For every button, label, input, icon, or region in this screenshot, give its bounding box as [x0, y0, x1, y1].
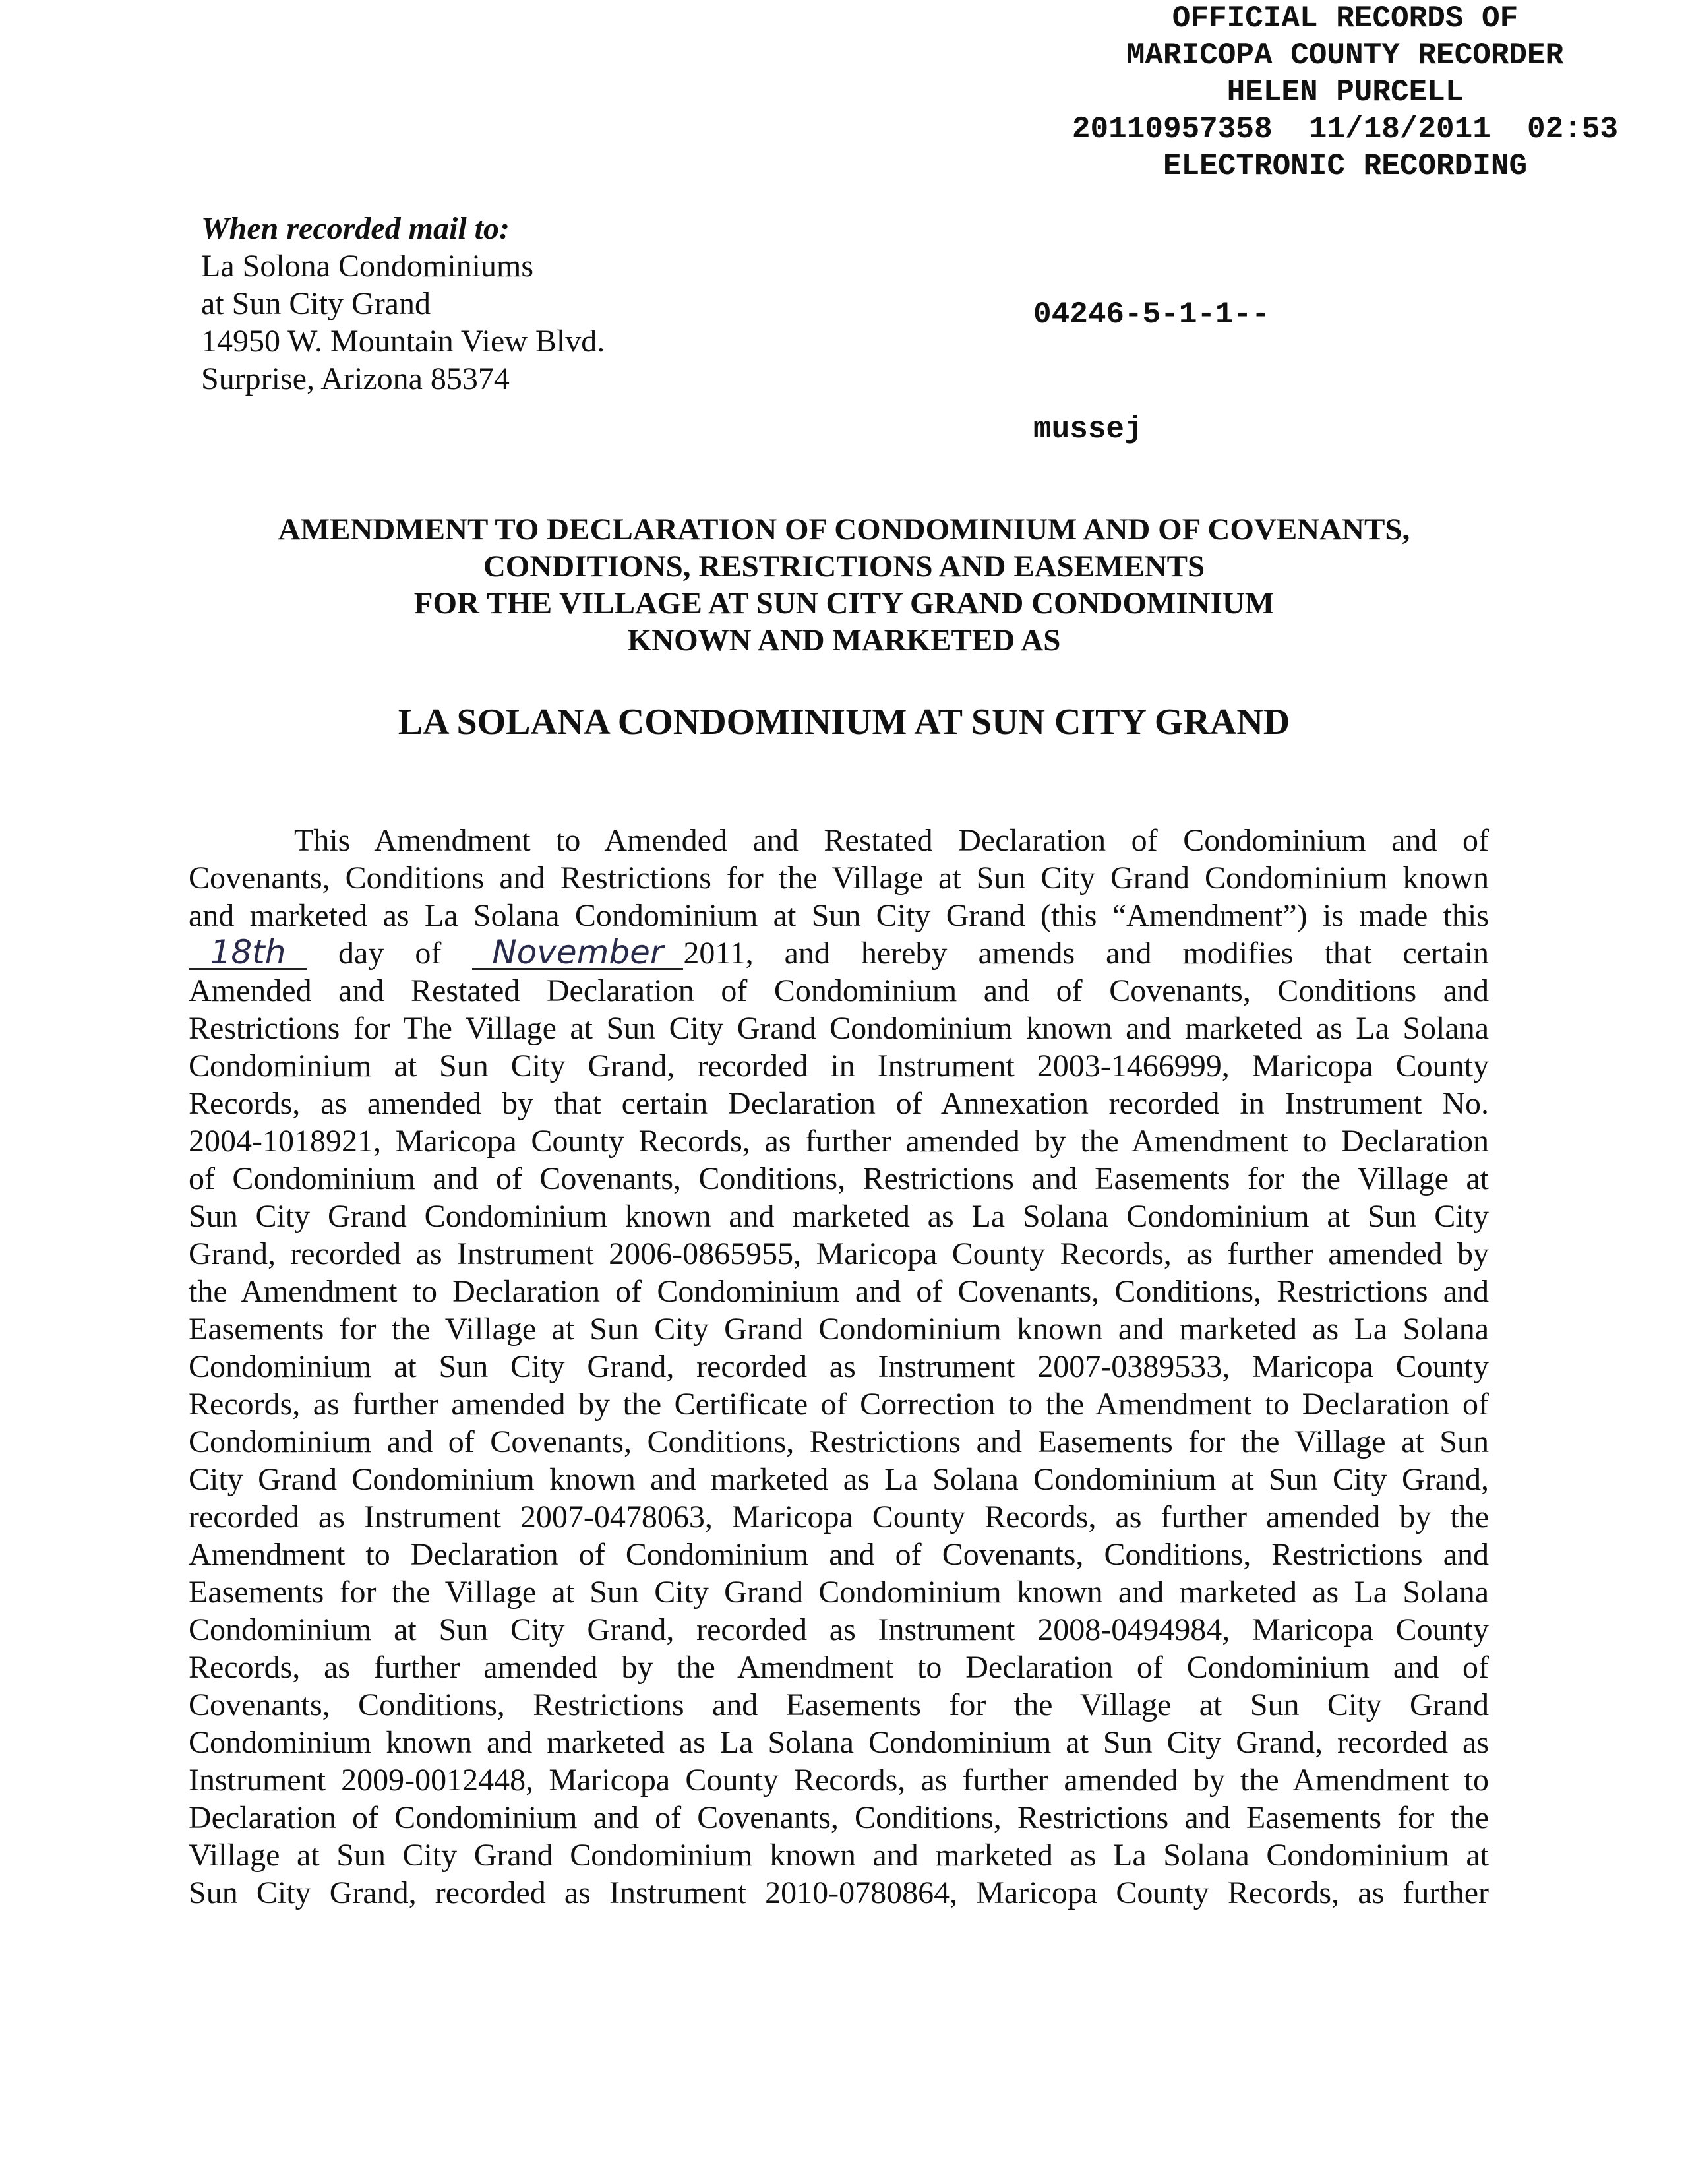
mail-to-line: at Sun City Grand	[201, 286, 431, 321]
body-line: Village at Sun City Grand Condominium known and marketed as La Solana Condominium at	[189, 1838, 1489, 1873]
mail-to-line: 14950 W. Mountain View Blvd.	[201, 324, 605, 359]
body-line: Records, as amended by that certain Declaration of Annexation recorded in Instrument No.	[189, 1086, 1489, 1121]
body-line: of Condominium and of Covenants, Conditions, Restrictions and Easements for the Village at	[189, 1161, 1489, 1196]
body-line: Condominium at Sun City Grand, recorded in Instrument 2003-1466999, Maricopa County	[189, 1048, 1489, 1083]
body-paragraph	[189, 822, 1489, 1912]
body-line: Declaration of Condominium and of Covenants, Conditions, Restrictions and Easements for the	[189, 1800, 1489, 1835]
date-line	[189, 934, 1489, 972]
body-line: This Amendment to Amended and Restated Declaration of Condominium and of	[294, 823, 1489, 858]
title-line: FOR THE VILLAGE AT SUN CITY GRAND CONDOMINIUM	[413, 586, 1275, 621]
body-line: the Amendment to Declaration of Condominium and of Covenants, Conditions, Restrictions and	[189, 1274, 1489, 1309]
recording-code-line: mussej	[1033, 412, 1143, 446]
body-line: Restrictions for The Village at Sun City Grand Condominium known and marketed as La Solana	[189, 1011, 1489, 1046]
body-line: Amended and Restated Declaration of Condominium and of Covenants, Conditions and	[189, 973, 1489, 1008]
body-line: Easements for the Village at Sun City Grand Condominium known and marketed as La Solana	[189, 1575, 1489, 1610]
title-line: CONDITIONS, RESTRICTIONS AND EASEMENTS	[483, 549, 1205, 584]
handwritten-month: November	[472, 936, 683, 970]
document-title	[106, 511, 1582, 659]
mail-to-block	[201, 210, 605, 398]
stamp-line: MARICOPA COUNTY RECORDER	[1126, 38, 1564, 73]
body-line: recorded as Instrument 2007-0478063, Maricopa County Records, as further amended by the	[189, 1500, 1489, 1534]
body-line: Instrument 2009-0012448, Maricopa County Records, as further amended by the Amendment to	[189, 1763, 1489, 1798]
body-line: Condominium known and marketed as La Solana Condominium at Sun City Grand, recorded as	[189, 1725, 1489, 1760]
body-line: Condominium and of Covenants, Conditions, Restrictions and Easements for the Village at Sun	[189, 1424, 1489, 1459]
recorder-stamp	[1029, 0, 1662, 185]
title-line: AMENDMENT TO DECLARATION OF CONDOMINIUM AND OF COVENANTS,	[278, 512, 1410, 547]
body-line: Condominium at Sun City Grand, recorded as Instrument 2007-0389533, Maricopa County	[189, 1349, 1489, 1384]
body-line: Grand, recorded as Instrument 2006-0865955, Maricopa County Records, as further amended by	[189, 1236, 1489, 1271]
body-line: Sun City Grand, recorded as Instrument 2010-0780864, Maricopa County Records, as further	[189, 1875, 1489, 1910]
stamp-line: 20110957358 11/18/2011 02:53	[1071, 112, 1619, 146]
body-line: Sun City Grand Condominium known and marketed as La Solana Condominium at Sun City	[189, 1199, 1489, 1234]
body-line: City Grand Condominium known and marketed as La Solana Condominium at Sun City Grand,	[189, 1462, 1489, 1497]
body-line: Records, as further amended by the Amendment to Declaration of Condominium and of	[189, 1650, 1489, 1685]
body-line: Condominium at Sun City Grand, recorded as Instrument 2008-0494984, Maricopa County	[189, 1612, 1489, 1647]
mail-to-line: La Solona Condominiums	[201, 249, 533, 284]
document-subtitle: LA SOLANA CONDOMINIUM AT SUN CITY GRAND	[398, 702, 1290, 743]
recording-code-line: 04246-5-1-1--	[1033, 297, 1270, 332]
date-rest: 2011, and hereby amends and modifies that certain	[683, 936, 1490, 971]
body-line: Amendment to Declaration of Condominium and of Covenants, Conditions, Restrictions and	[189, 1537, 1489, 1572]
recording-code	[1033, 219, 1270, 487]
stamp-line: OFFICIAL RECORDS OF	[1172, 1, 1519, 36]
body-line: Easements for the Village at Sun City Grand Condominium known and marketed as La Solana	[189, 1312, 1489, 1347]
body-line: Covenants, Conditions and Restrictions for the Village at Sun City Grand Condominium known	[189, 861, 1489, 895]
title-line: KNOWN AND MARKETED AS	[627, 623, 1061, 657]
handwritten-day: 18th	[189, 936, 307, 970]
body-lines-after	[189, 972, 1489, 1912]
body-line: 2004-1018921, Maricopa County Records, as further amended by the Amendment to Declaration	[189, 1124, 1489, 1159]
date-day-label: day of	[338, 936, 442, 971]
body-line: Records, as further amended by the Certificate of Correction to the Amendment to Declaration of	[189, 1387, 1489, 1422]
stamp-line: ELECTRONIC RECORDING	[1162, 149, 1528, 183]
body-line: Covenants, Conditions, Restrictions and Easements for the Village at Sun City Grand	[189, 1687, 1489, 1722]
stamp-line: HELEN PURCELL	[1226, 75, 1464, 109]
body-line: and marketed as La Solana Condominium at Sun City Grand (this “Amendment”) is made this	[189, 898, 1489, 933]
mail-to-line: Surprise, Arizona 85374	[201, 361, 510, 396]
mail-to-heading: When recorded mail to:	[201, 211, 510, 246]
